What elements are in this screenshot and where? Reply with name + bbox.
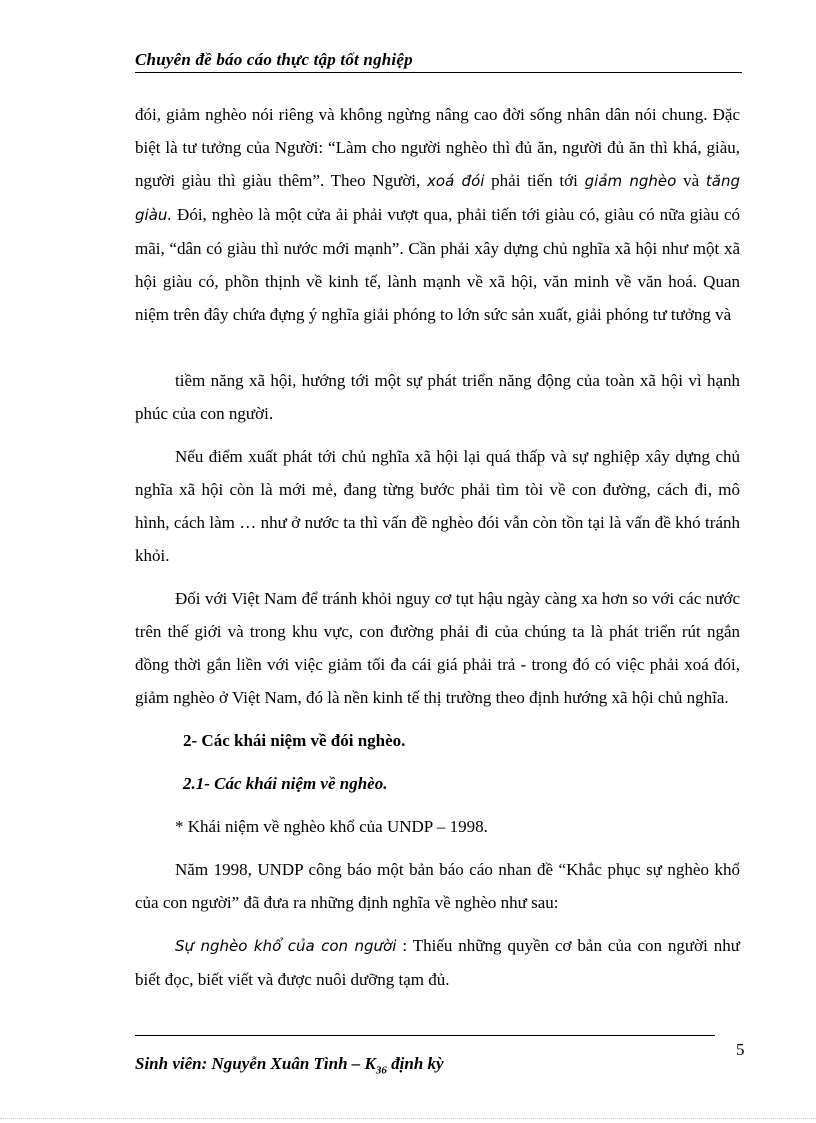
footer-author-prefix: Sinh viên: Nguyễn Xuân Tình – K [135,1054,376,1073]
paragraph-text: : Thiếu những quyền cơ bản của con người như biết đọc, biết viết và được nuôi dưỡng tạm đủ. [135,936,741,989]
emphasis-text: Sự nghèo khổ của con người [175,937,397,955]
paragraph: Đối với Việt Nam để tránh khỏi nguy cơ tụt hậu ngày càng xa hơn so với các nước trên thế giới và trong khu vực, con đường phải đi của chúng ta là phát triển rút ngắn đồng thời gắn liền với việc giảm tối đa cái giá phải trả - trong đó có việc phải xoá đói, giảm nghèo ở Việt Nam, đó là nền kinh tế thị trường theo định hướng xã hội chủ nghĩa. [135,589,740,707]
paragraph [135,929,740,996]
page-number: 5 [736,1040,745,1059]
section-heading: 2- Các khái niệm về đói nghèo. [183,731,406,750]
emphasis-text: giảm nghèo [584,172,677,190]
body-block-1 [135,98,740,331]
footer-divider [135,1035,715,1036]
paragraph [135,98,740,331]
emphasis-text: xoá đói [427,172,485,190]
body-block-2 [135,364,740,996]
footer-author-suffix: định kỳ [386,1054,444,1073]
paragraph-text: đói, giảm nghèo nói riêng và không ngừng nâng cao đời sống nhân dân nói chung. Đặc biệt là tư tưởng của Người: “Làm cho người nghèo thì đủ ăn, người đủ ăn thì khá, giàu, người giàu thì giàu thêm”. Theo Người, [135,105,740,190]
paragraph-text: và [676,171,706,190]
paragraph-text: Đói, nghèo là một cửa ải phải vượt qua, phải tiến tới giàu có, giàu có nữa giàu có mãi, “dân có giàu thì nước mới mạnh”. Cần phải xây dựng chủ nghĩa xã hội như một xã hội giàu có, phồn thịnh về kinh tế, lành mạnh về xã hội, văn minh về văn hoá. Quan niệm trên đây chứa đựng ý nghĩa giải phóng to lớn sức sản xuất, giải phóng tư tưởng và [135,205,740,324]
document-header-title: Chuyên đề báo cáo thực tập tốt nghiệp [135,50,413,69]
footer-author-sub: 36 [375,1064,387,1077]
footer-author [135,1054,444,1076]
paragraph: * Khái niệm về nghèo khổ của UNDP – 1998. [175,817,488,836]
paragraph-text: phải tiến tới [484,171,585,190]
page-bottom-border [0,1118,816,1119]
paragraph: tiềm năng xã hội, hướng tới một sự phát triển năng động của toàn xã hội vì hạnh phúc của con người. [135,371,740,423]
paragraph: Năm 1998, UNDP công báo một bản báo cáo nhan đề “Khắc phục sự nghèo khổ của con người” đã đưa ra những định nghĩa về nghèo như sau: [135,860,740,912]
header-divider [135,72,742,73]
subsection-heading: 2.1- Các khái niệm về nghèo. [183,774,388,793]
paragraph: Nếu điểm xuất phát tới chủ nghĩa xã hội lại quá thấp và sự nghiệp xây dựng chủ nghĩa xã hội còn là mới mẻ, đang từng bước phải tìm tòi về con đường, cách đi, mô hình, cách làm … như ở nước ta thì vấn đề nghèo đói vẫn còn tồn tại là vấn đề khó tránh khỏi. [135,447,740,565]
emphasis-text: tăng giàu. [135,172,740,224]
